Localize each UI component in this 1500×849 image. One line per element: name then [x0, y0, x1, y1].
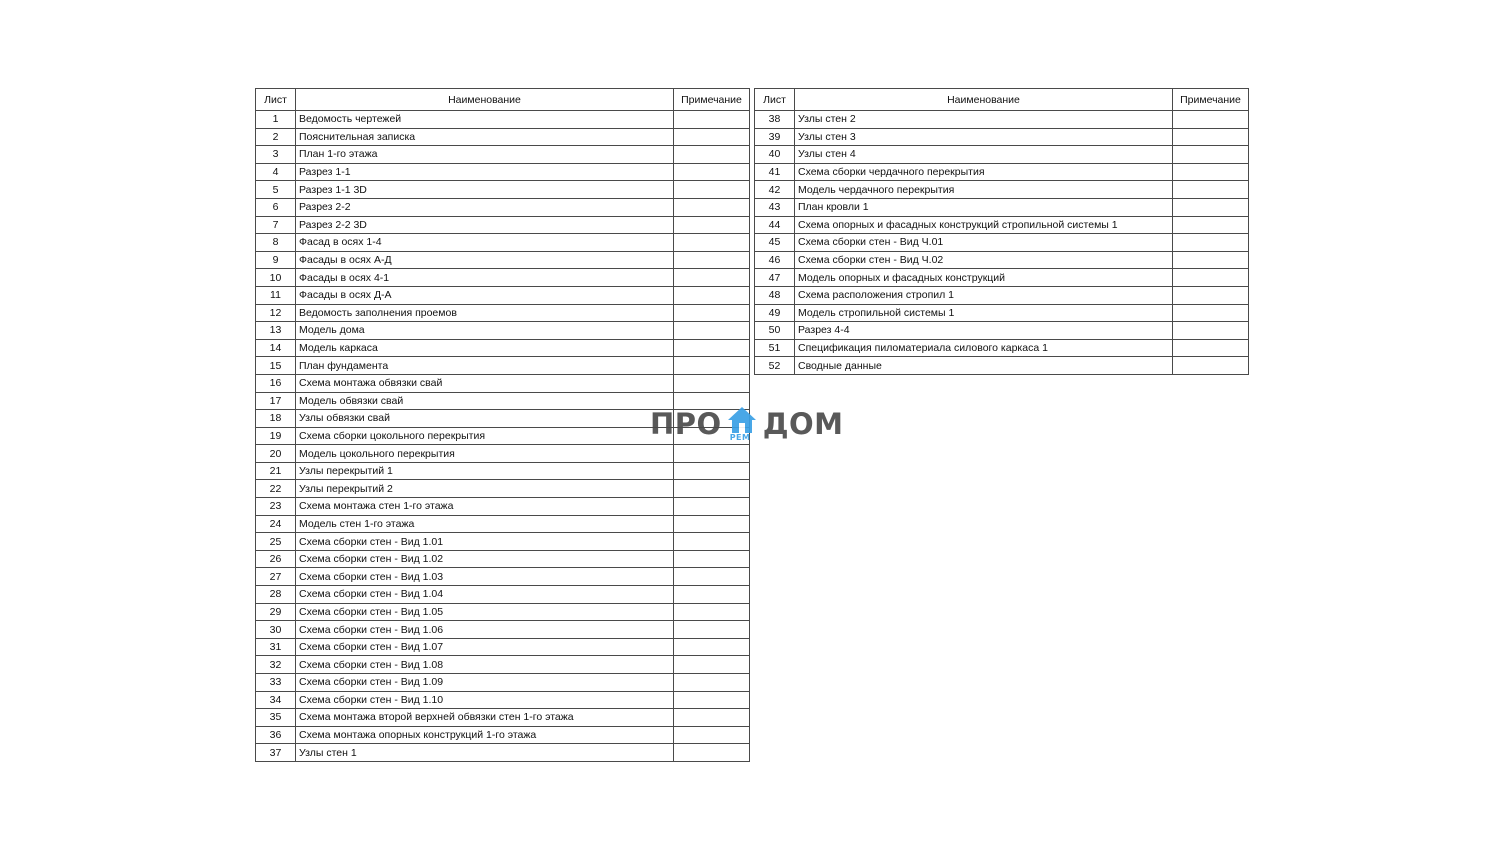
- header-sheet: Лист: [755, 89, 795, 111]
- sheet-name: Схема монтажа стен 1-го этажа: [296, 498, 674, 516]
- sheet-number: 14: [256, 339, 296, 357]
- table-row: [256, 498, 750, 516]
- table-header-row: [256, 89, 750, 111]
- sheet-note: [1173, 111, 1249, 129]
- table-row: [256, 550, 750, 568]
- sheet-name: Узлы стен 4: [795, 146, 1173, 164]
- sheet-name: Модель чердачного перекрытия: [795, 181, 1173, 199]
- table-row: [256, 533, 750, 551]
- sheet-name: Пояснительная записка: [296, 128, 674, 146]
- sheet-note: [674, 445, 750, 463]
- sheet-number: 37: [256, 744, 296, 762]
- sheet-name: Схема сборки стен - Вид 1.04: [296, 586, 674, 604]
- sheet-note: [674, 251, 750, 269]
- sheet-name: Узлы перекрытий 1: [296, 462, 674, 480]
- table-row: [256, 198, 750, 216]
- table-row: [755, 163, 1249, 181]
- sheet-name: Схема монтажа второй верхней обвязки стен 1-го этажа: [296, 709, 674, 727]
- sheet-name: Схема сборки стен - Вид 1.02: [296, 550, 674, 568]
- sheet-note: [674, 304, 750, 322]
- table-row: [755, 234, 1249, 252]
- sheet-name: Схема сборки стен - Вид Ч.02: [795, 251, 1173, 269]
- sheet-number: 48: [755, 286, 795, 304]
- sheet-note: [1173, 216, 1249, 234]
- table-row: [256, 163, 750, 181]
- sheet-note: [674, 198, 750, 216]
- watermark-left-text: ПРО: [650, 407, 722, 441]
- sheet-number: 11: [256, 286, 296, 304]
- sheet-note: [674, 234, 750, 252]
- sheet-note: [1173, 304, 1249, 322]
- sheet-note: [1173, 357, 1249, 375]
- sheet-number: 24: [256, 515, 296, 533]
- sheet-name: Спецификация пиломатериала силового каркаса 1: [795, 339, 1173, 357]
- sheet-number: 4: [256, 163, 296, 181]
- table-row: [755, 251, 1249, 269]
- sheet-number: 32: [256, 656, 296, 674]
- table-row: [755, 111, 1249, 129]
- sheet-name: Схема сборки стен - Вид 1.06: [296, 621, 674, 639]
- table-row: [256, 726, 750, 744]
- sheet-number: 8: [256, 234, 296, 252]
- table-row: [755, 198, 1249, 216]
- sheet-note: [1173, 234, 1249, 252]
- sheet-number: 52: [755, 357, 795, 375]
- sheet-note: [1173, 163, 1249, 181]
- sheet-number: 10: [256, 269, 296, 287]
- sheet-number: 29: [256, 603, 296, 621]
- table-row: [256, 744, 750, 762]
- sheet-name: Узлы перекрытий 2: [296, 480, 674, 498]
- sheet-note: [674, 621, 750, 639]
- sheet-name: Схема сборки стен - Вид 1.03: [296, 568, 674, 586]
- sheet-name: Схема сборки стен - Вид 1.09: [296, 674, 674, 692]
- sheet-number: 25: [256, 533, 296, 551]
- table-row: [256, 216, 750, 234]
- table-body-right: [755, 111, 1249, 375]
- sheet-note: [1173, 339, 1249, 357]
- sheet-number: 33: [256, 674, 296, 692]
- table-row: [256, 269, 750, 287]
- table-row: [755, 146, 1249, 164]
- table-row: [256, 322, 750, 340]
- table-row: [256, 251, 750, 269]
- table-row: [755, 128, 1249, 146]
- table-row: [755, 339, 1249, 357]
- sheet-note: [674, 322, 750, 340]
- watermark-sub-text: РЕМ: [729, 433, 751, 442]
- sheet-name: Разрез 1-1: [296, 163, 674, 181]
- sheet-note: [1173, 269, 1249, 287]
- sheet-number: 44: [755, 216, 795, 234]
- sheet-note: [674, 744, 750, 762]
- sheet-number: 38: [755, 111, 795, 129]
- sheet-note: [674, 603, 750, 621]
- sheet-note: [674, 638, 750, 656]
- sheet-name: Схема сборки стен - Вид 1.07: [296, 638, 674, 656]
- table-row: [755, 304, 1249, 322]
- sheet-note: [674, 269, 750, 287]
- sheet-number: 9: [256, 251, 296, 269]
- sheet-note: [674, 568, 750, 586]
- table-row: [256, 111, 750, 129]
- sheet-name: Модель дома: [296, 322, 674, 340]
- sheet-note: [674, 146, 750, 164]
- sheet-number: 17: [256, 392, 296, 410]
- sheet-name: Ведомость чертежей: [296, 111, 674, 129]
- sheet-number: 18: [256, 410, 296, 428]
- sheet-name: Ведомость заполнения проемов: [296, 304, 674, 322]
- sheet-note: [674, 533, 750, 551]
- header-name: Наименование: [296, 89, 674, 111]
- sheet-note: [1173, 198, 1249, 216]
- sheet-number: 49: [755, 304, 795, 322]
- sheet-name: Разрез 2-2 3D: [296, 216, 674, 234]
- sheet-name: Фасад в осях 1-4: [296, 234, 674, 252]
- sheet-note: [1173, 322, 1249, 340]
- table-header-row: [755, 89, 1249, 111]
- watermark-logo: [650, 404, 844, 444]
- sheet-name: Схема монтажа обвязки свай: [296, 374, 674, 392]
- sheet-name: План кровли 1: [795, 198, 1173, 216]
- sheet-number: 13: [256, 322, 296, 340]
- sheet-number: 12: [256, 304, 296, 322]
- sheet-number: 50: [755, 322, 795, 340]
- sheet-name: Схема сборки цокольного перекрытия: [296, 427, 674, 445]
- table-row: [256, 462, 750, 480]
- table-row: [256, 357, 750, 375]
- table-row: [256, 709, 750, 727]
- header-note: Примечание: [674, 89, 750, 111]
- sheet-number: 7: [256, 216, 296, 234]
- sheet-note: [674, 111, 750, 129]
- table-row: [256, 674, 750, 692]
- sheet-number: 47: [755, 269, 795, 287]
- sheet-note: [674, 216, 750, 234]
- sheet-name: Схема опорных и фасадных конструкций стропильной системы 1: [795, 216, 1173, 234]
- table-row: [256, 445, 750, 463]
- sheet-number: 51: [755, 339, 795, 357]
- sheet-note: [674, 656, 750, 674]
- sheet-note: [1173, 181, 1249, 199]
- table-row: [256, 480, 750, 498]
- header-note: Примечание: [1173, 89, 1249, 111]
- table-row: [755, 286, 1249, 304]
- sheet-number: 35: [256, 709, 296, 727]
- sheet-name: Узлы стен 1: [296, 744, 674, 762]
- table-row: [755, 216, 1249, 234]
- table-row: [256, 181, 750, 199]
- sheet-note: [674, 726, 750, 744]
- sheet-name: Схема расположения стропил 1: [795, 286, 1173, 304]
- sheet-number: 45: [755, 234, 795, 252]
- table-row: [256, 691, 750, 709]
- sheet-name: Модель опорных и фасадных конструкций: [795, 269, 1173, 287]
- sheet-name: Модель стропильной системы 1: [795, 304, 1173, 322]
- sheet-number: 41: [755, 163, 795, 181]
- sheet-number: 2: [256, 128, 296, 146]
- sheet-name: Схема сборки стен - Вид Ч.01: [795, 234, 1173, 252]
- sheet-note: [674, 515, 750, 533]
- sheet-note: [674, 674, 750, 692]
- sheet-name: Фасады в осях Д-А: [296, 286, 674, 304]
- sheet-note: [1173, 251, 1249, 269]
- sheet-note: [674, 691, 750, 709]
- table-row: [256, 339, 750, 357]
- sheet-name: Разрез 1-1 3D: [296, 181, 674, 199]
- sheet-number: 36: [256, 726, 296, 744]
- sheet-note: [674, 128, 750, 146]
- watermark-right-text: ДОМ: [762, 407, 844, 441]
- sheet-note: [674, 357, 750, 375]
- sheet-name: Разрез 4-4: [795, 322, 1173, 340]
- sheet-name: Разрез 2-2: [296, 198, 674, 216]
- sheet-number: 21: [256, 462, 296, 480]
- sheet-number: 43: [755, 198, 795, 216]
- sheet-number: 23: [256, 498, 296, 516]
- table-row: [256, 586, 750, 604]
- table-row: [256, 515, 750, 533]
- sheet-number: 5: [256, 181, 296, 199]
- sheet-name: Схема сборки стен - Вид 1.10: [296, 691, 674, 709]
- table-row: [256, 603, 750, 621]
- sheet-number: 28: [256, 586, 296, 604]
- table-row: [256, 374, 750, 392]
- table-row: [256, 638, 750, 656]
- sheet-number: 22: [256, 480, 296, 498]
- table-row: [256, 568, 750, 586]
- sheet-name: Узлы стен 2: [795, 111, 1173, 129]
- sheet-name: Фасады в осях 4-1: [296, 269, 674, 287]
- sheet-name: План 1-го этажа: [296, 146, 674, 164]
- sheet-number: 40: [755, 146, 795, 164]
- sheet-number: 39: [755, 128, 795, 146]
- sheet-number: 46: [755, 251, 795, 269]
- sheet-note: [674, 181, 750, 199]
- table-row: [755, 357, 1249, 375]
- sheet-number: 19: [256, 427, 296, 445]
- sheet-name: Модель цокольного перекрытия: [296, 445, 674, 463]
- table-row: [256, 286, 750, 304]
- sheet-name: Схема сборки стен - Вид 1.08: [296, 656, 674, 674]
- sheet-name: Модель каркаса: [296, 339, 674, 357]
- sheet-note: [674, 480, 750, 498]
- sheet-note: [674, 374, 750, 392]
- house-icon: [727, 405, 757, 443]
- sheet-number: 1: [256, 111, 296, 129]
- sheet-name: Схема монтажа опорных конструкций 1-го этажа: [296, 726, 674, 744]
- table-row: [256, 656, 750, 674]
- table-row: [755, 322, 1249, 340]
- sheet-name: Узлы обвязки свай: [296, 410, 674, 428]
- sheet-name: Модель стен 1-го этажа: [296, 515, 674, 533]
- sheet-number: 30: [256, 621, 296, 639]
- sheet-name: Модель обвязки свай: [296, 392, 674, 410]
- table-row: [256, 128, 750, 146]
- sheet-name: Схема сборки стен - Вид 1.01: [296, 533, 674, 551]
- table-row: [755, 269, 1249, 287]
- table-row: [256, 146, 750, 164]
- drawings-list-table-right: [754, 88, 1249, 375]
- sheet-note: [674, 586, 750, 604]
- sheet-note: [674, 462, 750, 480]
- sheet-note: [1173, 286, 1249, 304]
- sheet-name: Сводные данные: [795, 357, 1173, 375]
- sheet-number: 16: [256, 374, 296, 392]
- sheet-note: [674, 709, 750, 727]
- sheet-name: Узлы стен 3: [795, 128, 1173, 146]
- sheet-note: [674, 339, 750, 357]
- header-name: Наименование: [795, 89, 1173, 111]
- sheet-note: [674, 286, 750, 304]
- table-row: [755, 181, 1249, 199]
- sheet-name: Схема сборки стен - Вид 1.05: [296, 603, 674, 621]
- sheet-name: План фундамента: [296, 357, 674, 375]
- sheet-name: Схема сборки чердачного перекрытия: [795, 163, 1173, 181]
- table-row: [256, 234, 750, 252]
- header-sheet: Лист: [256, 89, 296, 111]
- sheet-number: 42: [755, 181, 795, 199]
- sheet-number: 34: [256, 691, 296, 709]
- table-row: [256, 304, 750, 322]
- sheet-number: 15: [256, 357, 296, 375]
- sheet-name: Фасады в осях А-Д: [296, 251, 674, 269]
- sheet-note: [1173, 128, 1249, 146]
- sheet-note: [674, 498, 750, 516]
- table-row: [256, 621, 750, 639]
- sheet-number: 31: [256, 638, 296, 656]
- sheet-note: [674, 550, 750, 568]
- sheet-number: 3: [256, 146, 296, 164]
- sheet-number: 6: [256, 198, 296, 216]
- sheet-number: 27: [256, 568, 296, 586]
- sheet-note: [674, 163, 750, 181]
- sheet-number: 20: [256, 445, 296, 463]
- sheet-number: 26: [256, 550, 296, 568]
- sheet-note: [1173, 146, 1249, 164]
